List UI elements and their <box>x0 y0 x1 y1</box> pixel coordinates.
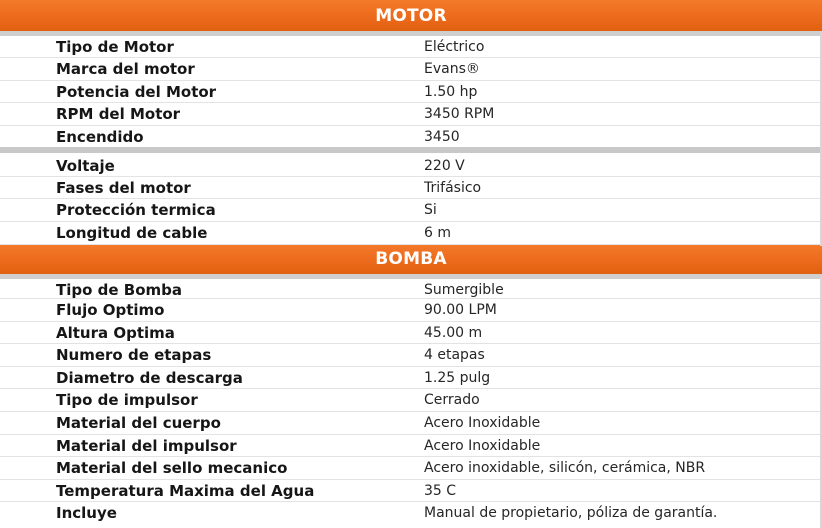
spec-row <box>0 222 822 245</box>
spec-value: 1.50 hp <box>424 83 478 100</box>
spec-label: Tipo de Motor <box>56 38 174 56</box>
spec-row <box>0 153 822 177</box>
spec-row <box>0 389 822 412</box>
spec-row <box>0 412 822 435</box>
spec-value: Trifásico <box>424 179 482 196</box>
spec-label: Potencia del Motor <box>56 82 217 101</box>
spec-row <box>0 480 822 503</box>
spec-value: 3450 RPM <box>424 106 495 123</box>
bomba-rows <box>0 274 822 525</box>
spec-row <box>0 299 822 322</box>
spec-label: Numero de etapas <box>56 346 212 365</box>
spec-label: Tipo de impulsor <box>56 391 198 410</box>
spec-value: Manual de propietario, póliza de garantía. <box>424 505 718 522</box>
spec-label: Material del sello mecanico <box>56 459 288 478</box>
spec-label: Tipo de Bomba <box>56 280 182 299</box>
spec-row <box>0 103 822 126</box>
spec-value: Acero inoxidable, silicón, cerámica, NBR <box>424 460 706 477</box>
spec-value: Si <box>424 202 437 219</box>
spec-row <box>0 322 822 345</box>
motor-section-header <box>0 0 822 31</box>
spec-value: 6 m <box>424 224 451 241</box>
spec-row <box>0 177 822 200</box>
spec-row <box>0 367 822 390</box>
spec-label: Temperatura Maxima del Agua <box>56 481 315 500</box>
spec-label: Incluye <box>56 504 117 523</box>
spec-row <box>0 435 822 458</box>
spec-value: Acero Inoxidable <box>424 414 541 431</box>
spec-row <box>0 457 822 480</box>
spec-label: Diametro de descarga <box>56 368 243 387</box>
spec-value: 4 etapas <box>424 347 485 364</box>
spec-label: Marca del motor <box>56 60 195 78</box>
motor-section-title: MOTOR <box>375 5 447 26</box>
motor-rows-a <box>0 31 822 153</box>
spec-row <box>0 274 822 299</box>
spec-value: Sumergible <box>424 281 504 298</box>
spec-label: Flujo Optimo <box>56 300 165 319</box>
spec-row <box>0 502 822 525</box>
spec-label: Protección termica <box>56 201 216 220</box>
spec-label: Altura Optima <box>56 323 175 342</box>
spec-row <box>0 126 822 153</box>
spec-value: 45.00 m <box>424 324 483 341</box>
spec-value: 35 C <box>424 482 457 499</box>
spec-value: Eléctrico <box>424 39 485 55</box>
spec-label: Longitud de cable <box>56 223 208 242</box>
spec-row <box>0 81 822 104</box>
spec-label: Fases del motor <box>56 178 191 197</box>
spec-value: Evans® <box>424 61 480 77</box>
spec-row <box>0 31 822 58</box>
spec-label: Encendido <box>56 127 144 146</box>
spec-row <box>0 199 822 222</box>
spec-value: Cerrado <box>424 392 480 409</box>
spec-label: Voltaje <box>56 156 115 175</box>
bomba-section-header <box>0 245 822 274</box>
spec-row <box>0 344 822 367</box>
spec-value: 1.25 pulg <box>424 369 491 386</box>
spec-value: 90.00 LPM <box>424 301 497 318</box>
spec-value: 220 V <box>424 157 465 174</box>
spec-label: RPM del Motor <box>56 105 181 124</box>
spec-value: Acero Inoxidable <box>424 437 541 454</box>
spec-label: Material del cuerpo <box>56 413 221 432</box>
bomba-section-title: BOMBA <box>375 249 447 270</box>
spec-row <box>0 58 822 81</box>
motor-rows-b <box>0 153 822 245</box>
spec-value: 3450 <box>424 128 460 145</box>
spec-label: Material del impulsor <box>56 436 237 455</box>
